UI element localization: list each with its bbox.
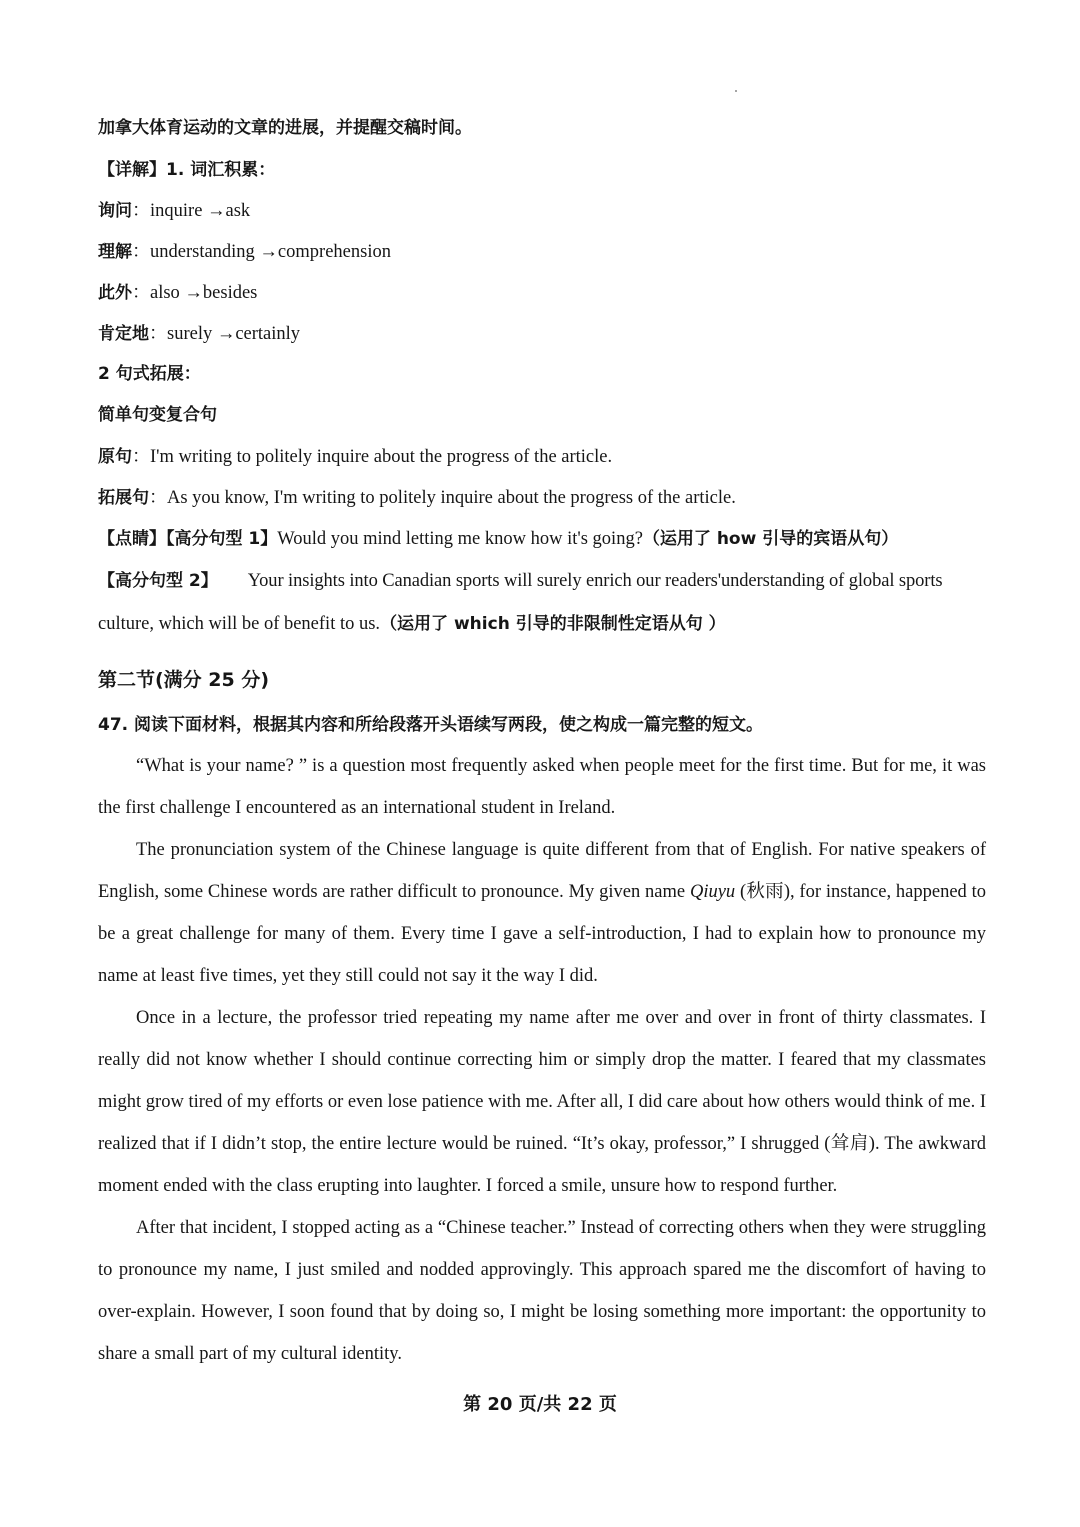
story-paragraph: “What is your name? ” is a question most frequently asked when people meet for the first time. But for me, it was the first challenge I encountered as an international student in Ireland.	[98, 756, 986, 818]
given-name: Qiuyu	[689, 882, 736, 902]
detail-heading: 1. 词汇积累：	[166, 160, 276, 180]
original-sentence	[98, 436, 986, 477]
section-title: 第二节(满分 25 分)	[98, 669, 270, 691]
original-sep: ：	[132, 446, 150, 466]
paragraph-text: (秋雨), for instance, happened to be a great challenge for many of them. Every time I gave a self-introduction, I had to explain how to pronounce my name at least five times, yet they still could not say it the way I did.	[98, 882, 987, 986]
vocab-item	[98, 231, 986, 272]
paragraph-text: The pronunciation system of the Chinese language is quite different from that of English. For native speakers of English, some Chinese words are rather difficult to pronounce. My given name	[98, 840, 986, 902]
intro-line: 加拿大体育运动的文章的进展，并提醒交稿时间。	[98, 118, 472, 138]
type2-text-line2: culture, which will be of benefit to us.	[98, 614, 381, 634]
type1-note: （运用了 how 引导的宾语从句）	[642, 529, 899, 549]
vocab-zh: 询问	[98, 201, 132, 221]
vocab-sep: ：	[149, 323, 167, 343]
vocab-zh: 理解	[98, 242, 132, 262]
expanded-text: As you know, I'm writing to politely inquire about the progress of the article.	[167, 488, 736, 508]
vocab-sep: ：	[132, 200, 150, 220]
vocab-sep: ：	[132, 282, 150, 302]
type2-note: （运用了 which 引导的非限制性定语从句 ）	[380, 614, 726, 634]
story-paragraph: After that incident, I stopped acting as a “Chinese teacher.” Instead of correcting others when they were struggling to pronounce my name, I just smiled and nodded approvingly. This approach spared me the discomfort of having to over-explain. However, I soon found that by doing so, I might be losing something more important: the opportunity to share a small part of my cultural identity.	[98, 1218, 986, 1364]
expanded-sep: ：	[149, 487, 167, 507]
type2-text-line1: Your insights into Canadian sports will surely enrich our readers'understanding of global sports	[247, 571, 943, 591]
original-text: I'm writing to politely inquire about the progress of the article.	[150, 447, 613, 467]
vocab-item	[98, 313, 986, 354]
vocab-en: understanding →comprehension	[150, 242, 391, 262]
vocab-zh: 此外	[98, 283, 132, 303]
vocab-en: also →besides	[150, 283, 258, 303]
document-page	[98, 108, 986, 1375]
highlight-type2-line2	[98, 602, 986, 645]
scan-speck	[735, 90, 737, 92]
question-prompt: 47. 阅读下面材料，根据其内容和所给段落开头语续写两段，使之构成一篇完整的短文。	[98, 715, 764, 735]
detail-heading-line	[98, 149, 986, 190]
vocab-zh: 肯定地	[98, 324, 149, 344]
type1-label: 【高分句型 1】	[166, 529, 278, 549]
vocab-en: inquire →ask	[150, 201, 251, 221]
type2-label: 【高分句型 2】	[98, 571, 218, 591]
vocab-item	[98, 190, 986, 231]
original-label: 原句	[98, 447, 132, 467]
vocab-sep: ：	[132, 241, 150, 261]
expanded-label: 拓展句	[98, 488, 149, 508]
highlight-label: 【点睛】	[98, 529, 166, 549]
vocab-item	[98, 272, 986, 313]
expanded-sentence	[98, 477, 986, 518]
story-paragraph: Once in a lecture, the professor tried repeating my name after me over and over in front of thirty classmates. I really did not know whether I should continue correcting him or simply drop the matter. I feared that my classmates might grow tired of my efforts or even lose patience with me. After all, I did care about how others would think of me. I realized that if I didn’t stop, the entire lecture would be ruined. “It’s okay, professor,” I shrugged (耸肩). The awkward moment ended with the class erupting into laughter. I forced a smile, unsure how to respond further.	[98, 1008, 986, 1196]
highlight-type1	[98, 518, 986, 559]
type1-text: Would you mind letting me know how it's going?	[277, 529, 643, 549]
detail-label: 【详解】	[98, 160, 166, 180]
pattern-subheading: 简单句变复合句	[98, 405, 217, 425]
story-paragraph	[98, 829, 986, 997]
pattern-heading: 2 句式拓展：	[98, 364, 201, 384]
highlight-type2-line1	[98, 559, 986, 602]
page-footer: 第 20 页/共 22 页	[463, 1394, 617, 1415]
vocab-en: surely →certainly	[167, 324, 301, 344]
